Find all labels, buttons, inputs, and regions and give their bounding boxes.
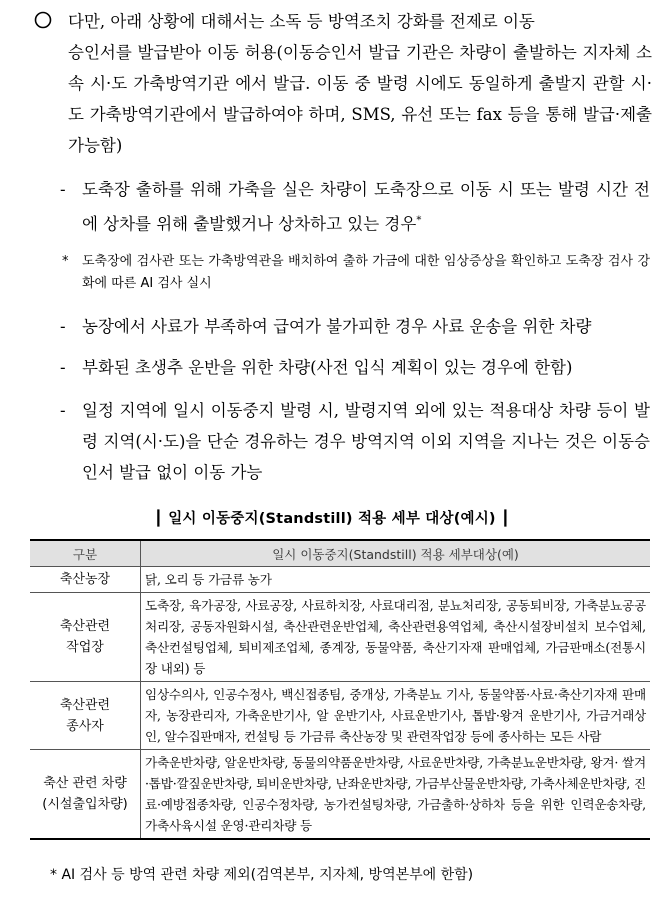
list-item-text: 일정 지역에 일시 이동중지 발령 시, 발령지역 외에 있는 적용대상 차량 등이 발령 지역(시·도)을 단순 경유하는 경우 방역지역 이외 지역을 지나는 것은 이동승인서 발급 없이 이동 가능 bbox=[82, 401, 650, 482]
table-header-row bbox=[30, 540, 650, 567]
standstill-table bbox=[30, 539, 650, 840]
dash-marker: - bbox=[60, 180, 66, 199]
dash-marker: - bbox=[60, 358, 66, 377]
main-paragraph bbox=[32, 6, 652, 161]
main-paragraph-body: 승인서를 발급받아 이동 허용(이동승인서 발급 기관은 차량이 출발하는 지자체 소속 시·도 가축방역기관 에서 발급. 이동 중 발령 시에도 동일하게 출발지 관할 시·도 가축방역기관에서 발급하여야 하며, SMS, 유선 또는 fax 등을 통해 발급·제출 가능함) bbox=[68, 43, 652, 155]
footnote-marker: * bbox=[416, 215, 422, 226]
list-item-text: 도축장 출하를 위해 가축을 실은 차량이 도축장으로 이동 시 또는 발령 시간 전에 상차를 위해 출발했거나 상차하고 있는 경우 bbox=[82, 180, 650, 234]
list-item bbox=[60, 311, 650, 342]
table-row bbox=[30, 750, 650, 840]
list-item bbox=[60, 395, 650, 488]
list-item-text: 부화된 초생추 운반을 위한 차량(사전 입식 계획이 있는 경우에 한함) bbox=[82, 358, 573, 377]
asterisk-note-text: 도축장에 검사관 또는 가축방역관을 배치하여 출하 가금에 대한 임상증상을 확인하고 도축장 검사 강화에 따른 AI 검사 실시 bbox=[82, 254, 650, 291]
list-item bbox=[60, 174, 650, 240]
asterisk-note bbox=[62, 251, 650, 295]
row-detail: 임상수의사, 인공수정사, 백신접종팀, 중개상, 가축분뇨 기사, 동물약품·사료·축산기자재 판매자, 농장관리자, 가축운반기사, 알 운반기사, 사료운반기사, 톱밥·왕겨 운반기사, 가금거래상인, 알수집판매자, 컨설팅 등 가금류 축산농장 및 관련작업장 등에 종사하는 모든 사람 bbox=[141, 682, 651, 750]
dash-marker: - bbox=[60, 401, 66, 420]
row-detail: 닭, 오리 등 가금류 농가 bbox=[141, 567, 651, 593]
row-detail: 가축운반차량, 알운반차량, 동물의약품운반차량, 사료운반차량, 가축분뇨운반차량, 왕겨· 쌀겨·톱밥·깔짚운반차량, 퇴비운반차량, 난좌운반차량, 가금부산물운반차량, 가축사체운반차량, 진료·예방접종차량, 인공수정차량, 농가컨설팅차량, 가금출하·상하차 등을 위한 인력운송차량, 가축사육시설 운영·관리차량 등 bbox=[141, 750, 651, 840]
dash-marker: - bbox=[60, 317, 66, 336]
row-category: 축산 관련 차량 (시설출입차량) bbox=[30, 750, 141, 840]
table-row bbox=[30, 567, 650, 593]
table-row bbox=[30, 593, 650, 682]
asterisk-marker: * bbox=[62, 254, 69, 269]
row-category: 축산관련 종사자 bbox=[30, 682, 141, 750]
list-item bbox=[60, 352, 650, 383]
main-paragraph-first-line: 다만, 아래 상황에 대해서는 소독 등 방역조치 강화를 전제로 이동 bbox=[68, 12, 535, 31]
row-detail: 도축장, 육가공장, 사료공장, 사료하치장, 사료대리점, 분뇨처리장, 공동퇴비장, 가축분뇨공공처리장, 공동자원화시설, 축산관련운반업체, 축산관련용역업체, 축산시설장비설치 보수업체, 축산컨설팅업체, 퇴비제조업체, 종계장, 동물약품, 축산기자재 판매업체, 가금판매소(전통시장 내외) 등 bbox=[141, 593, 651, 682]
list-item-text: 농장에서 사료가 부족하여 급여가 불가피한 경우 사료 운송을 위한 차량 bbox=[82, 317, 592, 336]
hollow-circle-icon bbox=[32, 9, 54, 31]
header-category: 구분 bbox=[30, 540, 141, 567]
table-title: ┃ 일시 이동중지(Standstill) 적용 세부 대상(예시) ┃ bbox=[154, 511, 510, 527]
header-detail: 일시 이동중지(Standstill) 적용 세부대상(예) bbox=[141, 540, 651, 567]
row-category: 축산관련 작업장 bbox=[30, 593, 141, 682]
row-category: 축산농장 bbox=[30, 567, 141, 593]
table-row bbox=[30, 682, 650, 750]
footnote: * AI 검사 등 방역 관련 차량 제외(검역본부, 지자체, 방역본부에 한함) bbox=[50, 867, 474, 883]
